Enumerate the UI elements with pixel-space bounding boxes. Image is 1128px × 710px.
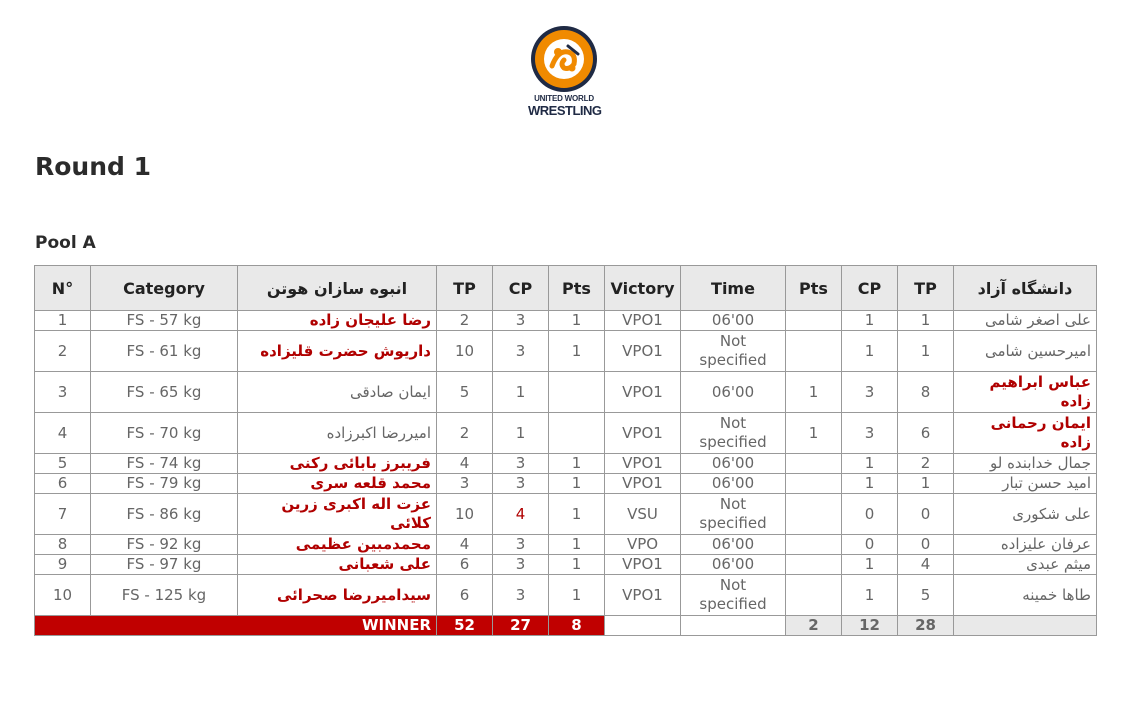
cell-pts-a: 1	[549, 474, 605, 494]
cell-no: 9	[35, 555, 91, 575]
logo-text-line2: WRESTLING	[528, 103, 602, 118]
cell-name-a: ایمان صادقی	[238, 372, 437, 413]
cell-name-a: رضا علیجان زاده	[238, 311, 437, 331]
table-row	[35, 311, 1097, 331]
cell-cp-b: 1	[842, 311, 898, 331]
cell-no: 3	[35, 372, 91, 413]
cell-tp-a: 5	[437, 372, 493, 413]
table-row	[35, 454, 1097, 474]
total-cp-a: 27	[493, 616, 549, 636]
col-header-time: Time	[681, 266, 786, 311]
cell-cp-a: 3	[493, 535, 549, 555]
cell-pts-a	[549, 413, 605, 454]
cell-cp-b: 1	[842, 331, 898, 372]
col-header-cp-a: CP	[493, 266, 549, 311]
cell-cp-b: 0	[842, 494, 898, 535]
cell-pts-a: 1	[549, 555, 605, 575]
cell-victory: VPO1	[605, 311, 681, 331]
cell-pts-b	[786, 311, 842, 331]
cell-category: FS - 97 kg	[91, 555, 238, 575]
cell-no: 10	[35, 575, 91, 616]
cell-pts-b	[786, 454, 842, 474]
cell-pts-b: 1	[786, 372, 842, 413]
cell-cp-a: 3	[493, 454, 549, 474]
cell-category: FS - 86 kg	[91, 494, 238, 535]
cell-no: 2	[35, 331, 91, 372]
pool-title: Pool A	[35, 233, 96, 253]
cell-pts-a: 1	[549, 311, 605, 331]
table-row	[35, 535, 1097, 555]
cell-tp-a: 6	[437, 555, 493, 575]
col-header-team-b: دانشگاه آزاد	[954, 266, 1097, 311]
cell-category: FS - 61 kg	[91, 331, 238, 372]
col-header-tp-b: TP	[898, 266, 954, 311]
cell-cp-b: 3	[842, 413, 898, 454]
cell-tp-b: 0	[898, 494, 954, 535]
cell-name-a: عزت اله اکبری زرین کلائی	[238, 494, 437, 535]
cell-cp-a: 1	[493, 413, 549, 454]
cell-name-a: علی شعبانی	[238, 555, 437, 575]
cell-no: 6	[35, 474, 91, 494]
cell-name-a: محمدمبین عظیمی	[238, 535, 437, 555]
cell-name-a: سیدامیررضا صحرائی	[238, 575, 437, 616]
logo-text-line1: UNITED WORLD	[534, 94, 594, 103]
cell-tp-b: 4	[898, 555, 954, 575]
table-summary-row	[35, 616, 1097, 636]
cell-name-b: میثم عبدی	[954, 555, 1097, 575]
cell-tp-a: 4	[437, 535, 493, 555]
cell-name-a: محمد قلعه سری	[238, 474, 437, 494]
cell-tp-a: 4	[437, 454, 493, 474]
cell-cp-a: 3	[493, 311, 549, 331]
results-table	[34, 265, 1097, 636]
table-row	[35, 575, 1097, 616]
cell-victory: VPO1	[605, 413, 681, 454]
cell-pts-a: 1	[549, 535, 605, 555]
cell-name-b: علی اصغر شامی	[954, 311, 1097, 331]
cell-victory: VPO1	[605, 331, 681, 372]
cell-pts-a: 1	[549, 331, 605, 372]
cell-time: Not specified	[681, 575, 786, 616]
total-tp-a: 52	[437, 616, 493, 636]
table-row	[35, 331, 1097, 372]
cell-no: 1	[35, 311, 91, 331]
cell-name-b: عرفان علیزاده	[954, 535, 1097, 555]
cell-cp-a: 3	[493, 331, 549, 372]
cell-category: FS - 65 kg	[91, 372, 238, 413]
cell-time: 06'00	[681, 372, 786, 413]
cell-pts-b	[786, 474, 842, 494]
cell-cp-a: 1	[493, 372, 549, 413]
cell-category: FS - 79 kg	[91, 474, 238, 494]
cell-name-b: ایمان رحمانی زاده	[954, 413, 1097, 454]
cell-pts-b	[786, 535, 842, 555]
col-header-team-a: انبوه سازان هوتن	[238, 266, 437, 311]
table-row	[35, 372, 1097, 413]
cell-pts-b	[786, 555, 842, 575]
cell-time: 06'00	[681, 555, 786, 575]
cell-tp-b: 5	[898, 575, 954, 616]
col-header-cp-b: CP	[842, 266, 898, 311]
cell-name-a: امیررضا اکبرزاده	[238, 413, 437, 454]
col-header-tp-a: TP	[437, 266, 493, 311]
cell-time: Not specified	[681, 494, 786, 535]
total-tp-b: 28	[898, 616, 954, 636]
cell-tp-b: 1	[898, 331, 954, 372]
cell-name-b: طاها خمینه	[954, 575, 1097, 616]
col-header-pts-a: Pts	[549, 266, 605, 311]
cell-pts-a: 1	[549, 575, 605, 616]
cell-name-a: فریبرز بابائی رکنی	[238, 454, 437, 474]
cell-tp-b: 0	[898, 535, 954, 555]
cell-tp-b: 6	[898, 413, 954, 454]
cell-pts-b	[786, 575, 842, 616]
cell-tp-a: 2	[437, 413, 493, 454]
cell-no: 4	[35, 413, 91, 454]
cell-tp-b: 8	[898, 372, 954, 413]
cell-cp-b: 1	[842, 454, 898, 474]
table-row	[35, 555, 1097, 575]
cell-tp-a: 10	[437, 331, 493, 372]
cell-category: FS - 92 kg	[91, 535, 238, 555]
cell-time: 06'00	[681, 474, 786, 494]
total-pts-b: 2	[786, 616, 842, 636]
summary-blank-team-b	[954, 616, 1097, 636]
cell-time: 06'00	[681, 454, 786, 474]
wrestlers-emblem-icon	[528, 24, 600, 94]
table-row	[35, 474, 1097, 494]
cell-name-a: داریوش حضرت قلیزاده	[238, 331, 437, 372]
total-cp-b: 12	[842, 616, 898, 636]
cell-tp-a: 10	[437, 494, 493, 535]
cell-cp-b: 1	[842, 474, 898, 494]
cell-victory: VPO1	[605, 474, 681, 494]
cell-victory: VPO1	[605, 372, 681, 413]
table-row	[35, 494, 1097, 535]
cell-cp-b: 3	[842, 372, 898, 413]
cell-cp-b: 1	[842, 555, 898, 575]
cell-name-b: جمال خدابنده لو	[954, 454, 1097, 474]
cell-no: 7	[35, 494, 91, 535]
cell-tp-b: 1	[898, 311, 954, 331]
cell-victory: VPO1	[605, 575, 681, 616]
winner-label: WINNER	[35, 616, 437, 636]
cell-name-b: عباس ابراهیم زاده	[954, 372, 1097, 413]
cell-victory: VPO1	[605, 454, 681, 474]
cell-victory: VSU	[605, 494, 681, 535]
cell-category: FS - 57 kg	[91, 311, 238, 331]
summary-blank-time	[681, 616, 786, 636]
total-pts-a: 8	[549, 616, 605, 636]
cell-pts-a	[549, 372, 605, 413]
cell-pts-a: 1	[549, 454, 605, 474]
cell-no: 8	[35, 535, 91, 555]
cell-cp-b: 1	[842, 575, 898, 616]
cell-category: FS - 125 kg	[91, 575, 238, 616]
cell-time: Not specified	[681, 413, 786, 454]
cell-time: 06'00	[681, 311, 786, 331]
col-header-victory: Victory	[605, 266, 681, 311]
cell-name-b: امید حسن تبار	[954, 474, 1097, 494]
uww-logo	[528, 24, 600, 120]
cell-tp-a: 3	[437, 474, 493, 494]
cell-cp-a: 3	[493, 575, 549, 616]
cell-time: Not specified	[681, 331, 786, 372]
cell-cp-a: 4	[493, 494, 549, 535]
table-header-row	[35, 266, 1097, 311]
summary-blank-victory	[605, 616, 681, 636]
cell-victory: VPO1	[605, 555, 681, 575]
cell-victory: VPO	[605, 535, 681, 555]
cell-name-b: علی شکوری	[954, 494, 1097, 535]
cell-tp-b: 2	[898, 454, 954, 474]
cell-cp-b: 0	[842, 535, 898, 555]
cell-tp-b: 1	[898, 474, 954, 494]
cell-category: FS - 70 kg	[91, 413, 238, 454]
cell-cp-a: 3	[493, 474, 549, 494]
cell-time: 06'00	[681, 535, 786, 555]
cell-pts-b	[786, 331, 842, 372]
cell-pts-b: 1	[786, 413, 842, 454]
cell-tp-a: 2	[437, 311, 493, 331]
round-title: Round 1	[35, 152, 152, 181]
cell-cp-a: 3	[493, 555, 549, 575]
cell-pts-a: 1	[549, 494, 605, 535]
cell-name-b: امیرحسین شامی	[954, 331, 1097, 372]
cell-tp-a: 6	[437, 575, 493, 616]
col-header-category: Category	[91, 266, 238, 311]
col-header-pts-b: Pts	[786, 266, 842, 311]
table-row	[35, 413, 1097, 454]
col-header-no: N°	[35, 266, 91, 311]
cell-category: FS - 74 kg	[91, 454, 238, 474]
cell-pts-b	[786, 494, 842, 535]
cell-no: 5	[35, 454, 91, 474]
